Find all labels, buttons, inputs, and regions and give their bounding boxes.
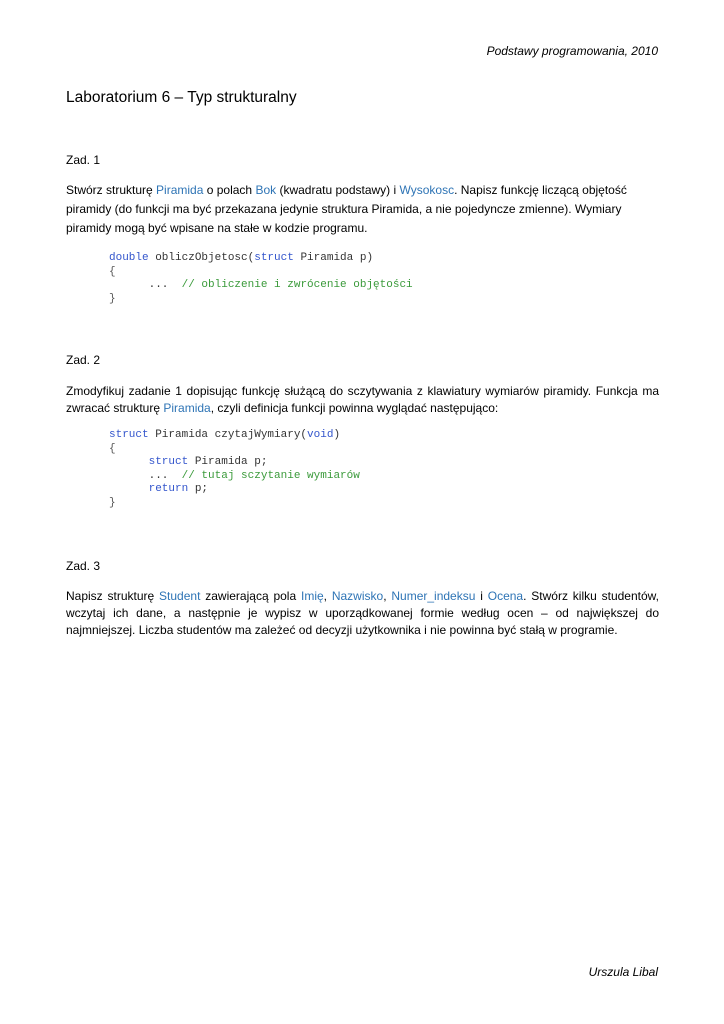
task-2-code: struct Piramida czytajWymiary(void) { struct Piramida p; ... // tutaj sczytanie wymiarów return p; } <box>109 429 360 509</box>
page-title: Laboratorium 6 – Typ strukturalny <box>66 89 297 106</box>
page-footer: Urszula Libal <box>588 965 658 979</box>
field-name-nazwisko: Nazwisko <box>331 589 384 603</box>
task-2-heading: Zad. 2 <box>66 353 101 367</box>
field-name-ocena: Ocena <box>487 589 524 603</box>
field-name-imie: Imię <box>300 589 324 603</box>
task-1-heading: Zad. 1 <box>66 153 101 167</box>
field-name-numer-indeksu: Numer_indeksu <box>391 589 476 603</box>
page-header: Podstawy programowania, 2010 <box>486 44 658 58</box>
task-2-text: Zmodyfikuj zadanie 1 dopisując funkcję służącą do sczytywania z klawiatury wymiarów piramidy. Funkcja ma zwracać strukturę Piramida, czyli definicja funkcji powinna wyglądać następująco: <box>66 384 659 415</box>
task-3-text: Napisz strukturę Student zawierającą pola Imię, Nazwisko, Numer_indeksu i Ocena. Stwórz kilku studentów, wczytaj ich dane, a następnie je wypisz w uporządkowanej formie według ocen – od największej do najmniejszej. Liczba studentów ma zależeć od decyzji użytkownika i nie powinna być stałą w programie. <box>66 589 660 637</box>
struct-name-student: Student <box>159 589 201 603</box>
struct-name-piramida: Piramida <box>156 183 204 197</box>
field-name-bok: Bok <box>255 183 277 197</box>
task-1-text: Stwórz strukturę Piramida o polach Bok (kwadratu podstawy) i Wysokosc. Napisz funkcję liczącą objętość piramidy (do funkcji ma być przekazana jedynie struktura Piramida, a nie pojedyncze zmienne). Wymiary piramidy mogą być wpisane na stałe w kodzie programu. <box>66 183 627 235</box>
task-3-heading: Zad. 3 <box>66 559 101 573</box>
task-1-code: double obliczObjetosc(struct Piramida p) { ... // obliczenie i zwrócenie objętości } <box>109 252 413 305</box>
struct-name-piramida: Piramida <box>163 401 211 415</box>
field-name-wysokosc: Wysokosc <box>399 183 455 197</box>
